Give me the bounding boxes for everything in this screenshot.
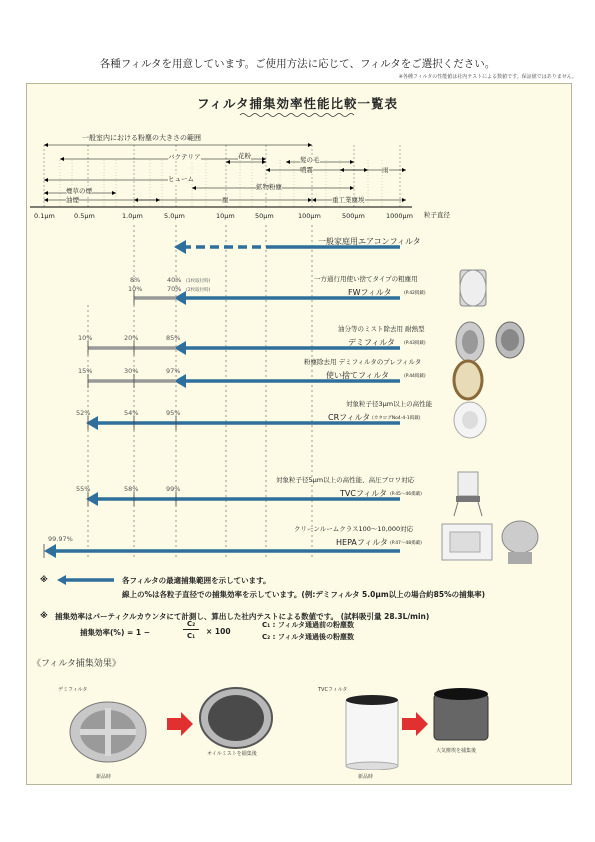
filter-name-disposable: 使い捨てフィルタ <box>326 371 390 380</box>
arrow-right-icon <box>400 712 430 736</box>
disclaimer-note: ※各種フィルタの性能値は社内テストによる数値です。保証値ではありません。 <box>398 74 577 80</box>
demi-mark-10: 10% <box>78 334 93 342</box>
filter-name-cr: CRフィルタ <box>328 413 371 422</box>
tvc-new-caption: 新品時 <box>358 774 374 780</box>
range-label-spray: 噴霧 <box>300 166 313 174</box>
axis-tick-label: 10μm <box>216 212 235 220</box>
demi-new-image <box>60 694 160 766</box>
range-label-pollen: 花粉 <box>238 152 251 160</box>
hepa-filter-image <box>442 521 538 564</box>
hepa-mark: 99.97% <box>48 535 73 543</box>
arrow-right-icon <box>165 712 195 736</box>
tvc-desc: 対象粒子径5μm以上の高性能、高圧ブロワ対応 <box>276 476 415 484</box>
formula-denominator: C₁ <box>187 632 196 640</box>
chart-title: フィルタ捕集効率性能比較一覧表 <box>196 96 398 111</box>
filter-name-tvc: TVCフィルタ <box>340 489 387 498</box>
fw-note-1: (1枚取付時) <box>186 279 211 284</box>
cr-mark-52: 52% <box>76 409 91 417</box>
axis-tick-label: 1.0μm <box>122 212 143 220</box>
measurement-mark: ※ <box>40 611 48 620</box>
range-label-rain: 雨 <box>382 166 389 174</box>
effect-title: 《フィルタ捕集効果》 <box>32 659 121 669</box>
tvc-used-image <box>430 686 492 742</box>
disp-mark-15: 15% <box>78 367 93 375</box>
range-label-heavy-dust: 重工業塵埃 <box>332 196 365 204</box>
axis-tick-label: 0.1μm <box>34 212 55 220</box>
formula-right: × 100 <box>206 627 231 636</box>
tvc-effect-label: TVCフィルタ <box>318 687 348 693</box>
axis-tick-label: 100μm <box>298 212 321 220</box>
range-label-dust: 塵 <box>222 196 229 204</box>
axis-tick-label: 5.0μm <box>164 212 185 220</box>
particle-size-chart <box>0 0 595 230</box>
hepa-page: (P.47～48掲載) <box>390 541 422 546</box>
demi-used-image <box>196 684 276 750</box>
formula-numerator: C₂ <box>187 620 196 628</box>
formula-c1: C₁ : フィルタ通過前の粉塵数 <box>262 621 355 629</box>
fw-desc: 一方通行用使い捨てタイプの粗塵用 <box>314 275 418 283</box>
cr-mark-95: 95% <box>166 409 181 417</box>
tvc-page: (P.45～46掲載) <box>390 492 422 497</box>
range-label-mineral-dust: 鉱物粉塵 <box>256 183 282 191</box>
axis-tick-label: 0.5μm <box>74 212 95 220</box>
hepa-desc: クリーンルームクラス100～10,000対応 <box>294 525 414 533</box>
range-label-indoor-dust: 一般室内における粉塵の大きさの範囲 <box>82 134 201 142</box>
filter-name-hepa: HEPAフィルタ <box>336 538 388 547</box>
range-label-bacteria: バクテリア <box>168 153 201 161</box>
formula-left: 捕集効率(%) = 1 − <box>80 628 150 637</box>
disp-desc: 粉塵除去用 デミフィルタのプレフィルタ <box>304 358 422 366</box>
disp-page: (P.44掲載) <box>404 374 426 379</box>
range-label-hair: 髪の毛 <box>300 156 320 164</box>
fw-mark-10: 10% <box>128 285 143 293</box>
fw-mark-8: 8% <box>130 276 141 284</box>
demi-filter-image <box>456 322 524 362</box>
cr-filter-image <box>454 402 486 438</box>
fw-page: (P.42掲載) <box>404 291 426 296</box>
tvc-used-caption: 大気塵埃を捕集後 <box>436 748 477 754</box>
range-label-oil-smoke: 油煙 <box>66 196 79 204</box>
range-label-tobacco-smoke: 煙草の煙 <box>66 187 92 195</box>
cr-mark-54: 54% <box>124 409 139 417</box>
fw-mark-40: 40% <box>167 276 182 284</box>
product-images <box>440 262 570 572</box>
cr-desc: 対象粒子径3μm以上の高性能 <box>346 400 433 408</box>
filter-name-demi: デミフィルタ <box>348 338 396 347</box>
fw-filter-image <box>460 270 486 306</box>
demi-desc: 油分等のミスト除去用 耐熱型 <box>338 325 425 333</box>
axis-unit-label: 粒子直径 <box>424 211 450 219</box>
axis-tick-label: 1000μm <box>386 212 414 220</box>
fw-mark-70: 70% <box>167 285 182 293</box>
axis-tick-label: 50μm <box>255 212 274 220</box>
axis-tick-label: 500μm <box>342 212 365 220</box>
demi-page: (P.43掲載) <box>404 341 426 346</box>
measurement-text: 捕集効率はパーティクルカウンタにて計測し、算出した社内テストによる数値です。 (試料吸引量 28.3L/min) <box>55 612 430 621</box>
tvc-mark-55: 55% <box>76 485 91 493</box>
demi-used-caption: オイルミストを捕集後 <box>207 751 257 757</box>
filter-name-fw: FWフィルタ <box>348 288 392 297</box>
legend-mark: ※ <box>40 575 48 584</box>
demi-mark-20: 20% <box>124 334 139 342</box>
demi-effect-label: デミフィルタ <box>58 687 88 693</box>
formula-c2: C₂ : フィルタ通過後の粉塵数 <box>262 633 355 641</box>
demi-new-caption: 新品時 <box>96 774 112 780</box>
disp-mark-30: 30% <box>124 367 139 375</box>
disp-mark-97: 97% <box>166 367 181 375</box>
legend-arrow-icon <box>56 574 116 586</box>
tvc-filter-image <box>454 472 482 516</box>
legend-line-2: 線上の%は各粒子直径での捕集効率を示しています。(例:デミフィルタ 5.0μm以上の場合約85%の捕集率) <box>122 590 486 599</box>
disposable-filter-image <box>454 361 482 399</box>
formula-fraction-bar <box>183 629 199 630</box>
filter-name-aircon: 一般家庭用エアコンフィルタ <box>318 237 421 246</box>
range-label-fume: ヒューム <box>168 175 194 183</box>
demi-mark-85: 85% <box>166 334 181 342</box>
tvc-mark-99: 99% <box>166 485 181 493</box>
tvc-mark-58: 58% <box>124 485 139 493</box>
intro-text: 各種フィルタを用意しています。ご使用方法に応じて、フィルタをご選択ください。 <box>99 58 496 70</box>
legend-line-1: 各フィルタの最適捕集範囲を示しています。 <box>122 576 271 585</box>
fw-note-2: (2枚取付時) <box>186 288 211 293</box>
cr-page: (カタログNo4-4-1掲載) <box>372 416 421 421</box>
